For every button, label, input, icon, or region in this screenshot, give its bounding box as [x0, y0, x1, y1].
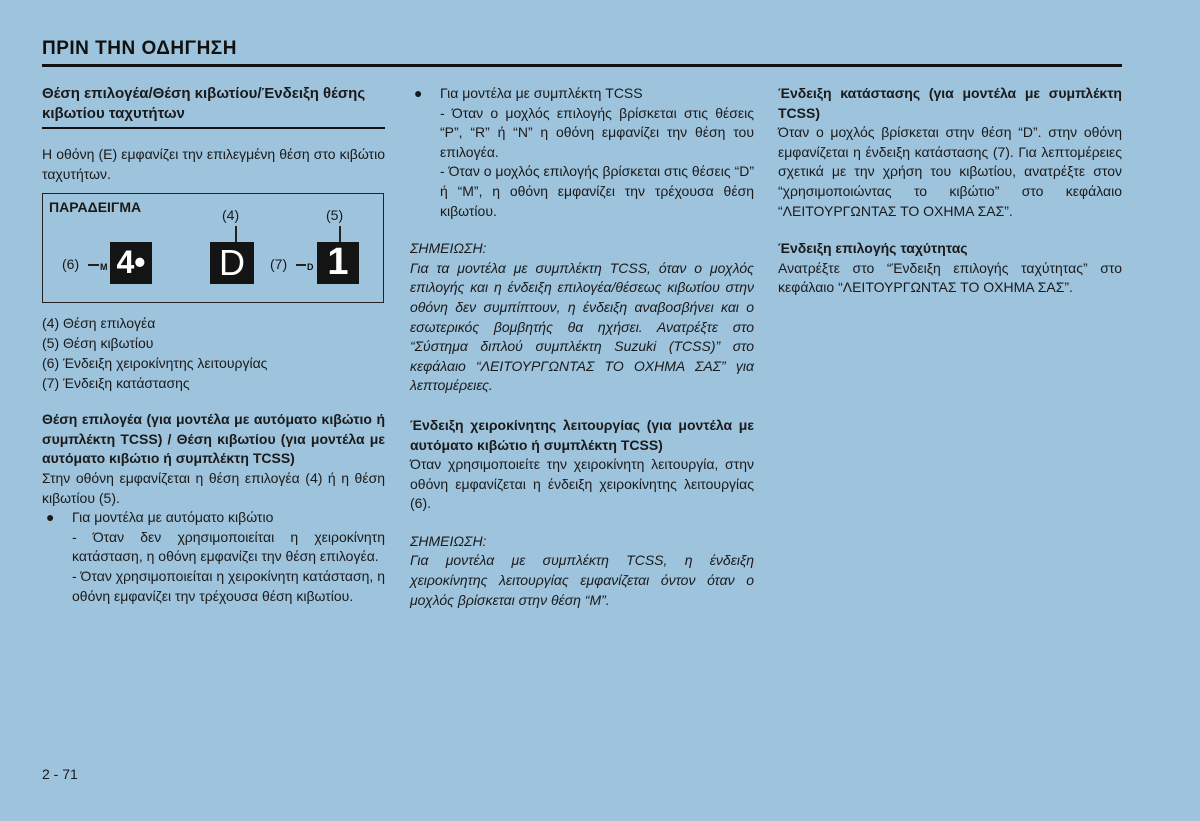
status-heading: Ένδειξη κατάστασης (για μοντέλα με συμπλέκτη TCSS) [778, 85, 1122, 121]
column-1 [42, 84, 385, 606]
legend-item: (5) Θέση κιβωτίου [42, 335, 154, 352]
note-text: Για μοντέλα με συμπλέκτη TCSS, η ένδειξη χειροκίνητης λειτουργίας εμφανίζεται όντον όταν ο μοχλός βρίσκεται στην θέση “M”. [410, 552, 754, 608]
bullet-symbol: ● [46, 509, 55, 526]
intro-text: Η οθόνη (E) εμφανίζει την επιλεγμένη θέση στο κιβώτιο ταχυτήτων. [42, 146, 385, 182]
note-title: ΣΗΜΕΙΩΣΗ: [410, 532, 487, 549]
manual-mode-heading: Ένδειξη χειροκίνητης λειτουργίας (για μοντέλα με αυτόματο κιβώτιο ή συμπλέκτη TCSS) [410, 416, 754, 453]
section-title: Θέση επιλογέα/Θέση κιβωτίου/Ένδειξη θέσης κιβωτίου ταχυτήτων [42, 84, 385, 129]
bullet-line: - Όταν δεν χρησιμοποιείται η χειροκίνητη κατάσταση, η οθόνη εμφανίζει την θέση επιλογέα. [72, 528, 385, 565]
legend-item: (7) Ένδειξη κατάστασης [42, 375, 190, 392]
leader-line-6 [88, 264, 99, 266]
bullet-head: Για μοντέλα με αυτόματο κιβώτιο [72, 509, 274, 526]
gear-position-display-d: D [210, 242, 254, 284]
note-text: Για τα μοντέλα με συμπλέκτη TCSS, όταν ο μοχλός επιλογής και η ένδειξη επιλογέα/θέσεως κιβωτίου στην οθόνη δεν συμπίπτουν, η ένδειξη αναβοσβήνει και ο εσωτερικός βομβητής θα ηχήσει. Ανατρέξτε στο “Σύστημα διπλού συμπλέκτη Suzuki (TCSS)” στο κεφάλαιο “ΛΕΙΤΟΥΡΓΩΝΤΑΣ ΤΟ ΟΧΗΜΑ ΣΑΣ” για λεπτομέρειες. [410, 259, 754, 394]
gear-position-display-1: 1 [317, 242, 359, 284]
page-header [42, 38, 1122, 60]
label-6: (6) [62, 256, 80, 273]
speed-heading: Ένδειξη επιλογής ταχύτητας [778, 240, 968, 257]
column-3 [778, 84, 1122, 298]
selector-display: 4• [110, 242, 152, 284]
example-title: ΠΑΡΑΔΕΙΓΜΑ [49, 199, 142, 216]
bullet-item [410, 84, 754, 221]
page-number: 2 - 71 [42, 766, 78, 782]
manual-mode-letter: M [100, 262, 108, 273]
note-title: ΣΗΜΕΙΩΣΗ: [410, 240, 487, 257]
status-letter: D [307, 262, 314, 273]
legend-item: (6) Ένδειξη χειροκίνητης λειτουργίας [42, 355, 268, 372]
status-text: Όταν ο μοχλός βρίσκεται στην θέση “D”. στην οθόνη εμφανίζεται η ένδειξη κατάστασης (7). Για λεπτομέρειες σχετικά με την χρήση του κιβωτίου, ανατρέξτε στον “χρησιμοποιώντας το κιβώτιο” στο κεφάλαιο “ΛΕΙΤΟΥΡΓΩΝΤΑΣ ΤΟ ΟΧΗΜΑ ΣΑΣ”. [778, 124, 1122, 219]
subheading: Θέση επιλογέα (για μοντέλα με αυτόματο κιβώτιο ή συμπλέκτη TCSS) / Θέση κιβωτίου (για μοντέλα με αυτόματο κιβώτιο ή συμπλέκτη TCSS) [42, 411, 385, 467]
legend [42, 313, 385, 393]
label-7: (7) [270, 256, 288, 273]
manual-mode-text: Όταν χρησιμοποιείτε την χειροκίνητη λειτουργία, στην οθόνη εμφανίζεται η ένδειξη χειροκίνητης λειτουργίας (6). [410, 456, 754, 512]
label-5: (5) [326, 207, 344, 224]
column-2 [410, 84, 754, 610]
label-4: (4) [222, 207, 240, 224]
bullet-line: - Όταν ο μοχλός επιλογής βρίσκεται στις θέσεις “P”, “R” ή “N” η οθόνη εμφανίζει την θέση του επιλογέα. [440, 104, 754, 160]
bullet-line: - Όταν ο μοχλός επιλογής βρίσκεται στις θέσεις “D” ή “M”, η οθόνη εμφανίζει την τρέχουσα θέση κιβωτίου. [440, 163, 754, 219]
speed-text: Ανατρέξτε στο “Ένδειξη επιλογής ταχύτητας” στο κεφάλαιο “ΛΕΙΤΟΥΡΓΩΝΤΑΣ ΤΟ ΟΧΗΜΑ ΣΑΣ”. [778, 259, 1122, 296]
bullet-head: Για μοντέλα με συμπλέκτη TCSS [440, 85, 643, 101]
bullet-symbol: ● [414, 85, 423, 101]
leader-line-7 [296, 264, 306, 266]
example-display-figure [42, 193, 384, 303]
legend-item: (4) Θέση επιλογέα [42, 315, 156, 332]
bullet-line: - Όταν χρησιμοποιείται η χειροκίνητη κατάσταση, η οθόνη εμφανίζει την τρέχουσα θέση κιβωτίου. [72, 567, 385, 604]
header-rule [42, 64, 1122, 67]
sub-text: Στην οθόνη εμφανίζεται η θέση επιλογέα (4) ή η θέση κιβωτίου (5). [42, 469, 385, 506]
page-title: ΠΡΙΝ ΤΗΝ ΟΔΗΓΗΣΗ [42, 38, 237, 59]
bullet-item [42, 508, 385, 606]
